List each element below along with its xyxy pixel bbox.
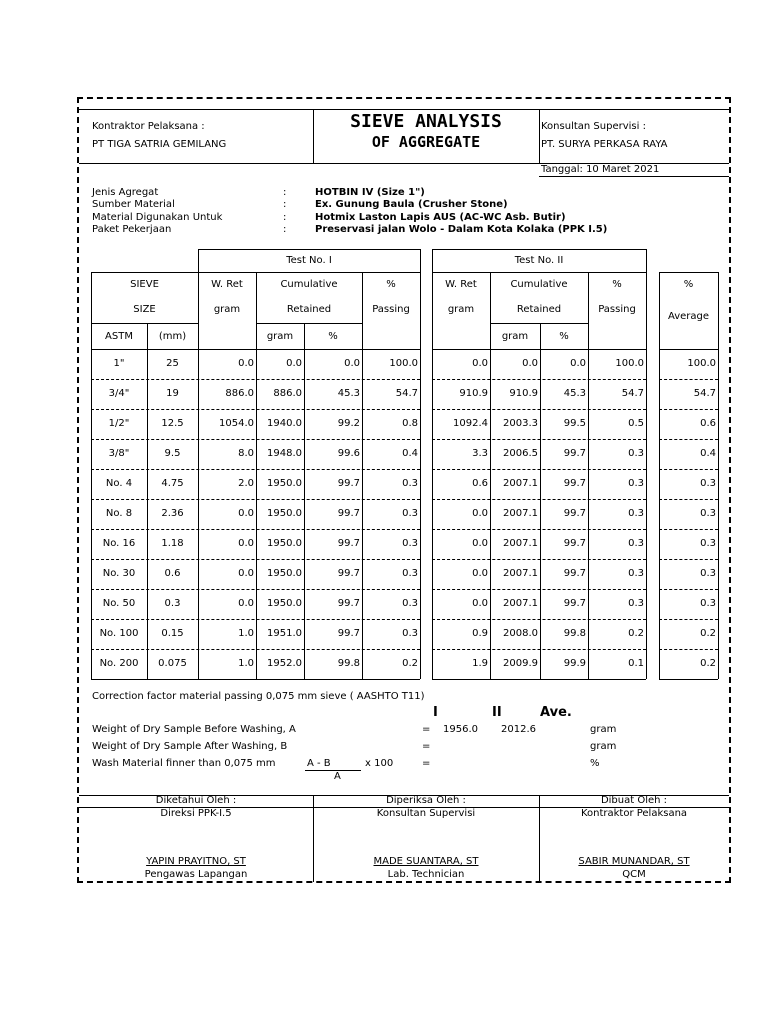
cell-cum2-gram: 2006.5 xyxy=(503,448,538,459)
table-vline xyxy=(646,249,647,679)
cell-pass2: 54.7 xyxy=(621,388,644,399)
row-separator xyxy=(659,409,718,410)
cell-cum1-pct: 99.7 xyxy=(337,568,360,579)
info-label: Sumber Material xyxy=(92,199,175,210)
cell-mm: 12.5 xyxy=(161,418,184,429)
table-vline xyxy=(659,272,660,679)
cell-pass1: 0.2 xyxy=(402,658,418,669)
cell-astm: No. 4 xyxy=(105,478,133,489)
wret1-header: W. Ret xyxy=(211,279,243,290)
dry-before-i: 1956.0 xyxy=(443,724,478,735)
sig-known-name: YAPIN PRAYITNO, ST xyxy=(146,856,246,867)
sig-made-org: Kontraktor Pelaksana xyxy=(580,808,688,819)
cum2-retained: Retained xyxy=(516,304,562,315)
table-vline xyxy=(718,272,719,679)
table-vline xyxy=(588,272,589,679)
cell-wret1: 0.0 xyxy=(238,358,254,369)
cell-pass2: 0.3 xyxy=(628,598,644,609)
cell-cum2-gram: 2003.3 xyxy=(503,418,538,429)
formula-denominator: A xyxy=(334,771,341,782)
sig-checked-name: MADE SUANTARA, ST xyxy=(373,856,479,867)
cell-wret1: 1.0 xyxy=(238,628,254,639)
table-vline xyxy=(420,249,421,679)
cell-astm: No. 100 xyxy=(99,628,139,639)
cell-wret2: 0.9 xyxy=(472,628,488,639)
date-underline xyxy=(539,176,729,177)
row-separator xyxy=(659,379,718,380)
cell-pass1: 0.3 xyxy=(402,628,418,639)
info-value: Preservasi jalan Wolo - Dalam Kota Kolaka (PPK I.5) xyxy=(315,224,608,235)
info-sep: : xyxy=(283,187,287,198)
cell-wret1: 0.0 xyxy=(238,568,254,579)
test2-title: Test No. II xyxy=(514,255,564,266)
cell-cum1-gram: 1950.0 xyxy=(267,478,302,489)
cell-cum2-pct: 99.7 xyxy=(563,568,586,579)
cell-astm: No. 8 xyxy=(105,508,133,519)
formula-numerator: A - B xyxy=(307,758,331,769)
cell-wret1: 886.0 xyxy=(225,388,254,399)
cell-cum2-gram: 2007.1 xyxy=(503,568,538,579)
sig-made-position: QCM xyxy=(622,869,646,880)
row-separator xyxy=(659,469,718,470)
cell-pass1: 0.3 xyxy=(402,538,418,549)
group1-bottom xyxy=(91,679,420,680)
dry-before-label: Weight of Dry Sample Before Washing, A xyxy=(92,724,296,735)
row-separator xyxy=(432,589,646,590)
dry-after-unit: gram xyxy=(590,741,617,752)
cell-cum1-gram: 1948.0 xyxy=(267,448,302,459)
cell-wret1: 1.0 xyxy=(238,658,254,669)
col-ave-label: Ave. xyxy=(540,705,572,720)
info-label: Paket Pekerjaan xyxy=(92,224,172,235)
cell-cum1-pct: 99.7 xyxy=(337,598,360,609)
info-label: Material Digunakan Untuk xyxy=(92,212,223,223)
astm-header: ASTM xyxy=(105,331,133,342)
cell-cum1-gram: 1952.0 xyxy=(267,658,302,669)
row-separator xyxy=(432,619,646,620)
cell-average: 0.2 xyxy=(700,628,716,639)
table-vline xyxy=(362,272,363,679)
cell-astm: 3/8" xyxy=(108,448,130,459)
cell-pass2: 0.1 xyxy=(628,658,644,669)
cell-astm: No. 200 xyxy=(99,658,139,669)
cell-pass2: 0.3 xyxy=(628,538,644,549)
cell-pass1: 0.4 xyxy=(402,448,418,459)
cell-astm: No. 50 xyxy=(102,598,136,609)
row-separator xyxy=(659,559,718,560)
consultant-label: Konsultan Supervisi : xyxy=(541,121,646,132)
cell-cum2-gram: 2007.1 xyxy=(503,508,538,519)
col-i-label: I xyxy=(433,705,438,720)
cell-pass1: 100.0 xyxy=(389,358,418,369)
cell-cum2-gram: 2007.1 xyxy=(503,598,538,609)
cell-mm: 0.6 xyxy=(164,568,181,579)
contractor-name: PT TIGA SATRIA GEMILANG xyxy=(92,139,227,150)
cell-cum2-pct: 99.7 xyxy=(563,448,586,459)
cell-wret2: 1.9 xyxy=(472,658,488,669)
wret2-unit: gram xyxy=(447,304,475,315)
cell-cum1-gram: 1950.0 xyxy=(267,508,302,519)
cell-cum1-gram: 1950.0 xyxy=(267,568,302,579)
table-vline xyxy=(304,323,305,679)
cell-average: 0.4 xyxy=(700,448,716,459)
cell-pass2: 0.3 xyxy=(628,478,644,489)
cell-mm: 1.18 xyxy=(161,538,184,549)
cum1-sub-line xyxy=(256,323,362,324)
cell-cum2-gram: 2008.0 xyxy=(503,628,538,639)
pass2-label: Passing xyxy=(598,304,636,315)
cell-wret2: 0.6 xyxy=(472,478,488,489)
report-date: Tanggal: 10 Maret 2021 xyxy=(541,164,660,175)
pass2-header: % xyxy=(612,279,622,290)
table-vline xyxy=(147,323,148,679)
cell-pass1: 0.3 xyxy=(402,478,418,489)
cell-mm: 2.36 xyxy=(161,508,184,519)
cell-wret1: 1054.0 xyxy=(219,418,254,429)
sig-checked-position: Lab. Technician xyxy=(387,869,465,880)
info-sep: : xyxy=(283,212,287,223)
cum1-header: Cumulative xyxy=(280,279,338,290)
row-separator xyxy=(432,529,646,530)
average-pct: % xyxy=(683,279,694,290)
cell-wret2: 3.3 xyxy=(472,448,488,459)
info-value: Hotmix Laston Lapis AUS (AC-WC Asb. Butir) xyxy=(315,212,566,223)
cell-astm: 1/2" xyxy=(108,418,130,429)
cell-cum2-pct: 99.5 xyxy=(563,418,586,429)
row-separator xyxy=(659,649,718,650)
cell-mm: 9.5 xyxy=(164,448,181,459)
cell-pass1: 0.8 xyxy=(402,418,418,429)
cell-wret2: 0.0 xyxy=(472,358,488,369)
info-sep: : xyxy=(283,199,287,210)
dry-before-ii: 2012.6 xyxy=(501,724,536,735)
formula-multiplier: x 100 xyxy=(365,758,394,769)
row-separator xyxy=(432,379,646,380)
dry-after-eq: = xyxy=(422,741,431,752)
cell-cum1-pct: 99.7 xyxy=(337,478,360,489)
col-ii-label: II xyxy=(492,705,502,720)
cell-average: 0.6 xyxy=(700,418,716,429)
cell-pass1: 0.3 xyxy=(402,568,418,579)
cell-cum2-gram: 910.9 xyxy=(509,388,538,399)
cell-pass2: 0.3 xyxy=(628,568,644,579)
dry-before-eq: = xyxy=(422,724,431,735)
row-separator xyxy=(432,649,646,650)
formula-fraction-bar xyxy=(305,770,361,771)
cell-mm: 0.3 xyxy=(164,598,181,609)
cell-cum1-pct: 99.7 xyxy=(337,508,360,519)
cum1-retained: Retained xyxy=(286,304,332,315)
cell-wret2: 0.0 xyxy=(472,508,488,519)
cell-mm: 4.75 xyxy=(161,478,184,489)
cell-wret1: 8.0 xyxy=(238,448,254,459)
cell-wret1: 0.0 xyxy=(238,538,254,549)
average-header-line xyxy=(659,272,718,273)
cell-cum1-gram: 1950.0 xyxy=(267,598,302,609)
cell-pass1: 54.7 xyxy=(395,388,418,399)
cum2-header: Cumulative xyxy=(510,279,568,290)
cell-astm: 3/4" xyxy=(108,388,130,399)
table-vline xyxy=(540,323,541,679)
cell-cum1-pct: 99.7 xyxy=(337,628,360,639)
row-separator xyxy=(659,499,718,500)
wret1-unit: gram xyxy=(213,304,241,315)
sig-known-role: Diketahui Oleh : xyxy=(155,795,237,806)
header-top-line xyxy=(79,109,729,110)
row-separator xyxy=(659,439,718,440)
cell-average: 0.2 xyxy=(700,658,716,669)
cell-astm: No. 30 xyxy=(102,568,136,579)
sig-checked-role: Diperiksa Oleh : xyxy=(386,795,466,806)
cell-cum2-pct: 99.9 xyxy=(563,658,586,669)
cell-wret1: 2.0 xyxy=(238,478,254,489)
row-separator xyxy=(659,529,718,530)
wret2-header: W. Ret xyxy=(445,279,477,290)
cell-wret1: 0.0 xyxy=(238,508,254,519)
page-title: SIEVE ANALYSIS xyxy=(350,111,502,132)
dry-before-unit: gram xyxy=(590,724,617,735)
cell-astm: 1" xyxy=(113,358,125,369)
cell-pass2: 0.3 xyxy=(628,448,644,459)
row-separator xyxy=(432,409,646,410)
cum2-gram: gram xyxy=(501,331,529,342)
row-separator xyxy=(432,559,646,560)
cell-cum1-pct: 45.3 xyxy=(337,388,360,399)
cell-cum2-gram: 2007.1 xyxy=(503,478,538,489)
cell-cum2-gram: 0.0 xyxy=(522,358,538,369)
header-divider-right xyxy=(539,109,540,163)
wash-material-eq: = xyxy=(422,758,431,769)
cell-cum1-pct: 99.7 xyxy=(337,538,360,549)
cell-wret2: 1092.4 xyxy=(453,418,488,429)
correction-title: Correction factor material passing 0,075 mm sieve ( AASHTO T11) xyxy=(92,691,425,702)
page-subtitle: OF AGGREGATE xyxy=(371,133,481,151)
size-header: SIZE xyxy=(133,304,156,315)
cell-cum2-pct: 99.8 xyxy=(563,628,586,639)
info-label: Jenis Agregat xyxy=(92,187,159,198)
cell-average: 0.3 xyxy=(700,538,716,549)
row-separator xyxy=(432,469,646,470)
row-separator xyxy=(432,499,646,500)
cell-average: 0.3 xyxy=(700,508,716,519)
cell-average: 0.3 xyxy=(700,598,716,609)
cell-mm: 25 xyxy=(166,358,179,369)
cell-pass2: 100.0 xyxy=(615,358,644,369)
cell-wret2: 0.0 xyxy=(472,568,488,579)
wash-material-label: Wash Material finner than 0,075 mm xyxy=(92,758,276,769)
cell-pass1: 0.3 xyxy=(402,598,418,609)
cell-cum1-pct: 0.0 xyxy=(344,358,360,369)
wash-material-unit: % xyxy=(590,758,600,769)
sig-known-org: Direksi PPK-I.5 xyxy=(160,808,232,819)
cell-cum2-pct: 0.0 xyxy=(570,358,586,369)
cell-cum1-pct: 99.8 xyxy=(337,658,360,669)
cell-wret2: 0.0 xyxy=(472,538,488,549)
cell-cum1-gram: 0.0 xyxy=(286,358,302,369)
pass1-label: Passing xyxy=(372,304,410,315)
test2-top-line xyxy=(432,249,646,250)
test1-top-line xyxy=(198,249,420,250)
cum2-sub-line xyxy=(490,323,588,324)
cell-wret1: 0.0 xyxy=(238,598,254,609)
pass1-header: % xyxy=(386,279,396,290)
cell-cum2-pct: 99.7 xyxy=(563,508,586,519)
cell-average: 54.7 xyxy=(693,388,716,399)
group2-header-line xyxy=(432,272,646,273)
row-separator xyxy=(659,619,718,620)
info-value: HOTBIN IV (Size 1") xyxy=(315,187,425,198)
cell-mm: 0.075 xyxy=(158,658,187,669)
contractor-label: Kontraktor Pelaksana : xyxy=(92,121,205,132)
cell-average: 0.3 xyxy=(700,568,716,579)
cell-wret2: 0.0 xyxy=(472,598,488,609)
cell-pass2: 0.5 xyxy=(628,418,644,429)
sig-made-role: Dibuat Oleh : xyxy=(600,795,668,806)
cum1-pct: % xyxy=(328,331,338,342)
cell-cum2-gram: 2007.1 xyxy=(503,538,538,549)
cell-wret2: 910.9 xyxy=(459,388,488,399)
cell-cum2-pct: 99.7 xyxy=(563,598,586,609)
group2-bottom xyxy=(432,679,646,680)
average-header-bottom xyxy=(659,349,718,350)
mm-header: (mm) xyxy=(158,331,187,342)
sig-known-position: Pengawas Lapangan xyxy=(144,869,248,880)
cell-astm: No. 16 xyxy=(102,538,136,549)
cell-pass2: 0.3 xyxy=(628,508,644,519)
info-value: Ex. Gunung Baula (Crusher Stone) xyxy=(315,199,508,210)
cell-average: 0.3 xyxy=(700,478,716,489)
row-separator xyxy=(659,589,718,590)
cell-average: 100.0 xyxy=(687,358,716,369)
row-separator xyxy=(432,439,646,440)
cum2-pct: % xyxy=(559,331,569,342)
consultant-name: PT. SURYA PERKASA RAYA xyxy=(541,139,668,150)
sig-checked-org: Konsultan Supervisi xyxy=(376,808,476,819)
cum1-gram: gram xyxy=(266,331,294,342)
sieve-sub-line xyxy=(91,323,198,324)
cell-cum1-gram: 1950.0 xyxy=(267,538,302,549)
cell-cum1-gram: 1951.0 xyxy=(267,628,302,639)
test1-title: Test No. I xyxy=(286,255,332,266)
average-header: Average xyxy=(667,311,710,322)
average-bottom xyxy=(659,679,718,680)
cell-cum2-gram: 2009.9 xyxy=(503,658,538,669)
info-sep: : xyxy=(283,224,287,235)
dry-after-label: Weight of Dry Sample After Washing, B xyxy=(92,741,288,752)
sieve-header: SIEVE xyxy=(130,279,159,290)
sig-made-name: SABIR MUNANDAR, ST xyxy=(578,856,690,867)
cell-mm: 0.15 xyxy=(161,628,184,639)
cell-cum1-gram: 1940.0 xyxy=(267,418,302,429)
cell-cum1-gram: 886.0 xyxy=(273,388,302,399)
cell-cum1-pct: 99.2 xyxy=(337,418,360,429)
group2-header-bottom xyxy=(432,349,646,350)
cell-mm: 19 xyxy=(166,388,179,399)
cell-pass1: 0.3 xyxy=(402,508,418,519)
cell-cum2-pct: 99.7 xyxy=(563,538,586,549)
cell-cum1-pct: 99.6 xyxy=(337,448,360,459)
cell-pass2: 0.2 xyxy=(628,628,644,639)
cell-cum2-pct: 45.3 xyxy=(563,388,586,399)
cell-cum2-pct: 99.7 xyxy=(563,478,586,489)
